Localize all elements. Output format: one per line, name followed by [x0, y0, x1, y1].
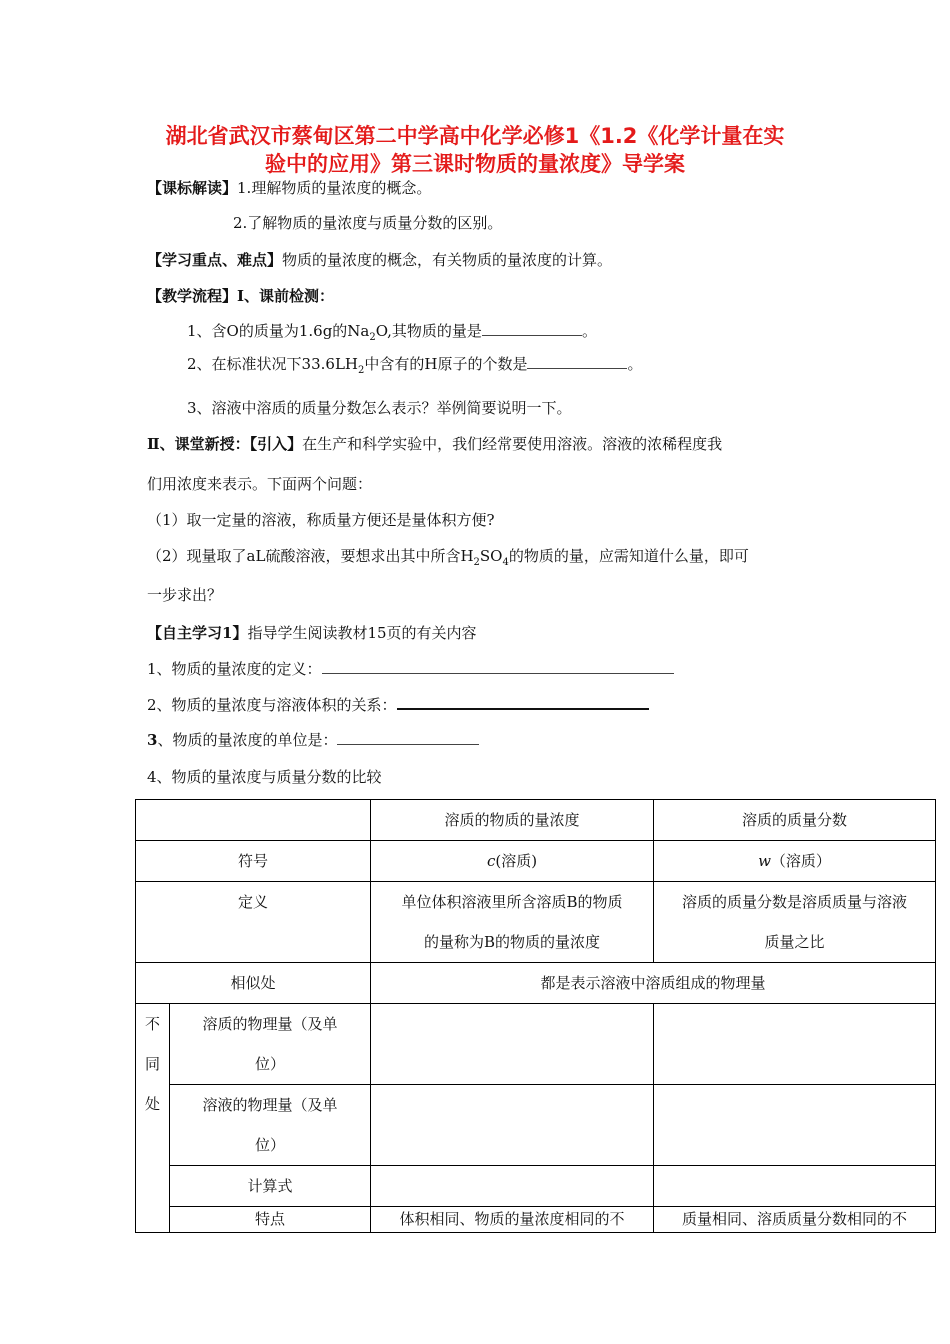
definition-blank[interactable]	[322, 659, 674, 674]
table-row-feature	[136, 1207, 936, 1233]
definition-c-line1: 单位体积溶液里所含溶质B的物质	[401, 893, 623, 911]
newlesson-label: Ⅱ、课堂新授：【引入】	[147, 435, 303, 453]
relation-blank[interactable]	[397, 694, 649, 710]
kebiao-row	[147, 178, 431, 198]
solute-quantity-c-cell[interactable]	[371, 1004, 654, 1085]
precheck-q3: 3、溶液中溶质的质量分数怎么表示？举例简要说明一下。	[187, 399, 572, 417]
newlesson-row-1	[147, 434, 722, 454]
definition-w-line1: 溶质的质量分数是溶质质量与溶液	[681, 893, 907, 911]
q2-answer-blank[interactable]	[527, 354, 627, 369]
solution-quantity-label	[170, 1085, 371, 1166]
zizhu-row	[147, 623, 477, 643]
zizhu-item-3-num: 3	[147, 731, 158, 749]
newlesson-q2-line2: 一步求出？	[147, 586, 223, 604]
feature-w: 质量相同、溶质质量分数相同的不	[654, 1207, 936, 1233]
table-cell-empty	[136, 800, 371, 841]
zizhu-item-2	[147, 694, 649, 715]
q2-end: 。	[627, 355, 643, 373]
q1-end: 。	[581, 322, 597, 340]
diff-char-1: 不	[144, 1015, 160, 1033]
definition-c-line2: 的量称为B的物质的量浓度	[423, 933, 601, 951]
formula-w-cell[interactable]	[654, 1166, 936, 1207]
feature-c: 体积相同、物质的量浓度相同的不	[371, 1207, 654, 1233]
title-line-2: 验中的应用》第三课时物质的量浓度》导学案	[265, 152, 685, 176]
kebiao-item-1: 1.理解物质的量浓度的概念。	[237, 179, 432, 197]
table-row-solute-quantity	[136, 1004, 936, 1085]
header-molarity: 溶质的物质的量浓度	[371, 800, 654, 841]
solution-quantity-w-cell[interactable]	[654, 1085, 936, 1166]
solute-qty-line2: 位）	[254, 1055, 285, 1073]
zizhu-label: 【自主学习1】	[147, 624, 248, 642]
liucheng-label: 【教学流程】Ⅰ、课前检测：	[147, 287, 335, 305]
symbol-c-var: c	[486, 852, 496, 870]
solute-quantity-w-cell[interactable]	[654, 1004, 936, 1085]
q1-part-b: O,其物质的量是	[375, 322, 482, 340]
solute-quantity-label	[170, 1004, 371, 1085]
q2-sub: 2	[358, 365, 365, 376]
kebiao-label: 【课标解读】	[147, 179, 238, 197]
solute-qty-line1: 溶质的物理量（及单	[202, 1015, 338, 1033]
solution-qty-line2: 位）	[254, 1136, 285, 1154]
table-row-solution-quantity	[136, 1085, 936, 1166]
table-row-header	[136, 800, 936, 841]
zizhu-item-1	[147, 659, 674, 679]
q1-answer-blank[interactable]	[482, 321, 582, 336]
definition-w-line2: 质量之比	[764, 933, 825, 951]
q2-part-b: 中含有的H原子的个数是	[364, 355, 528, 373]
table-row-definition	[136, 882, 936, 963]
precheck-q2	[187, 354, 642, 374]
header-mass-fraction: 溶质的质量分数	[654, 800, 936, 841]
zizhu-item-4: 4、物质的量浓度与质量分数的比较	[147, 768, 382, 786]
zizhu-item-1-text: 1、物质的量浓度的定义：	[147, 660, 322, 678]
q2-part-a: 2、在标准状况下33.6LH	[187, 355, 358, 373]
feature-label: 特点	[170, 1207, 371, 1233]
symbol-c	[371, 841, 654, 882]
definition-w	[654, 882, 936, 963]
zizhu-item-2-text: 2、物质的量浓度与溶液体积的关系：	[147, 696, 397, 714]
formula-c-cell[interactable]	[371, 1166, 654, 1207]
table-row-similar	[136, 963, 936, 1004]
title-line-1: 湖北省武汉市蔡甸区第二中学高中化学必修1《1.2《化学计量在实	[165, 124, 785, 148]
nq2-sub-2: 4	[502, 557, 509, 568]
zizhu-item-3	[147, 730, 479, 750]
nq2-part-a: （2）现量取了aL硫酸溶液，要想求出其中所含H	[147, 547, 474, 565]
q1-sub: 2	[369, 332, 376, 343]
difference-label	[136, 1004, 170, 1233]
symbol-label: 符号	[136, 841, 371, 882]
unit-blank[interactable]	[337, 730, 479, 745]
diff-char-3: 处	[144, 1095, 160, 1113]
table-row-formula	[136, 1166, 936, 1207]
symbol-w	[654, 841, 936, 882]
zhongdian-row	[147, 250, 612, 270]
definition-label: 定义	[136, 882, 371, 963]
newlesson-q2	[147, 546, 749, 566]
similar-label: 相似处	[136, 963, 371, 1004]
precheck-q1	[187, 321, 597, 341]
nq2-part-b: SO	[479, 547, 503, 565]
symbol-w-var: w	[758, 852, 771, 870]
diff-char-2: 同	[144, 1055, 160, 1073]
zhongdian-label: 【学习重点、难点】	[147, 251, 283, 269]
symbol-w-rest: （溶质）	[770, 852, 831, 870]
zizhu-text: 指导学生阅读教材15页的有关内容	[247, 624, 477, 642]
definition-c	[371, 882, 654, 963]
newlesson-text-2: 们用浓度来表示。下面两个问题：	[147, 475, 373, 493]
newlesson-text-1: 在生产和科学实验中，我们经常要使用溶液。溶液的浓稀程度我	[302, 435, 723, 453]
comparison-table	[135, 799, 936, 1233]
kebiao-item-2: 2.了解物质的量浓度与质量分数的区别。	[233, 214, 503, 232]
nq2-sub-1: 2	[473, 557, 480, 568]
nq2-part-c: 的物质的量，应需知道什么量，即可	[508, 547, 749, 565]
table-row-symbol	[136, 841, 936, 882]
similar-text: 都是表示溶液中溶质组成的物理量	[371, 963, 936, 1004]
q1-part-a: 1、含O的质量为1.6g的Na	[187, 322, 370, 340]
solution-quantity-c-cell[interactable]	[371, 1085, 654, 1166]
solution-qty-line1: 溶液的物理量（及单	[202, 1096, 338, 1114]
symbol-c-rest: (溶质)	[495, 852, 538, 870]
zhongdian-text: 物质的量浓度的概念，有关物质的量浓度的计算。	[282, 251, 613, 269]
formula-label: 计算式	[170, 1166, 371, 1207]
newlesson-q1: （1）取一定量的溶液，称质量方便还是量体积方便?	[147, 511, 495, 529]
zizhu-item-3-text: 、物质的量浓度的单位是：	[157, 731, 338, 749]
